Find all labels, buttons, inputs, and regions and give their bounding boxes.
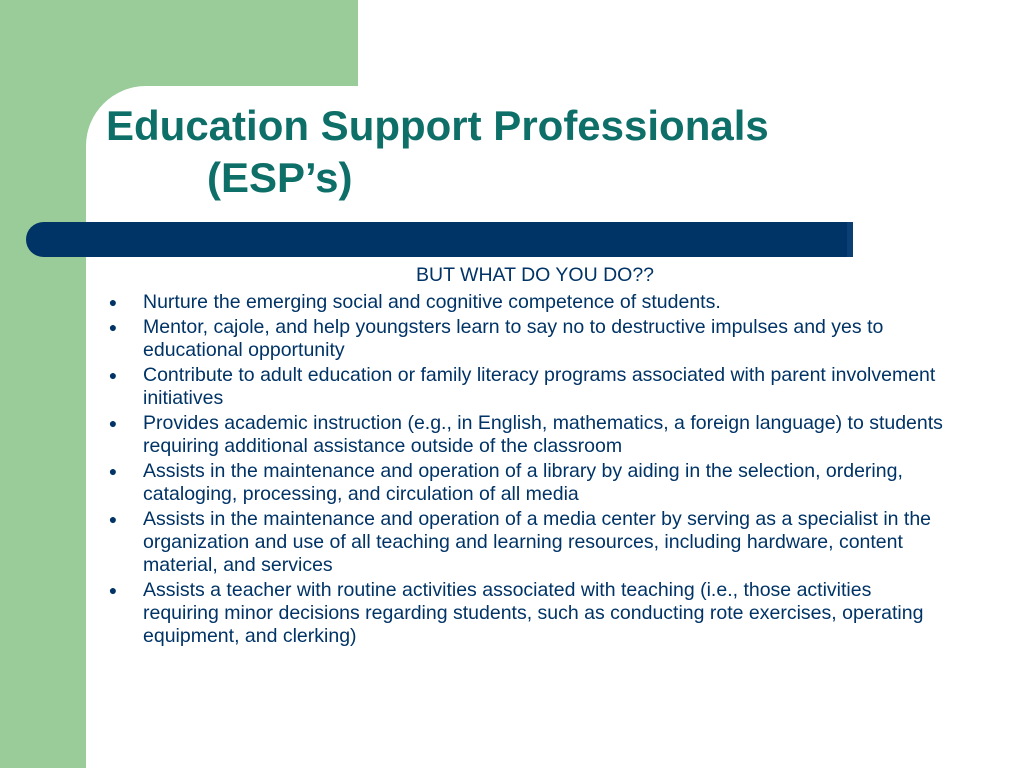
title-line-1: Education Support Professionals: [106, 102, 769, 149]
navy-divider-bar: [26, 222, 853, 257]
bullet-icon: ●: [108, 367, 118, 383]
green-top-band: [86, 0, 358, 86]
bullet-text: Mentor, cajole, and help youngsters learn to say no to destructive impulses and yes to educational opportunity: [143, 316, 884, 361]
green-side-band: [0, 0, 86, 768]
bullet-icon: ●: [108, 511, 118, 527]
bullet-text: Contribute to adult education or family literacy programs associated with parent involvement initiatives: [143, 364, 936, 409]
bullet-icon: ●: [108, 294, 118, 310]
bullet-item: [100, 291, 950, 314]
slide-title: [106, 100, 986, 204]
bullet-item: [100, 316, 950, 362]
bullet-item: [100, 412, 950, 458]
navy-divider-bar-end: [847, 222, 853, 257]
bullet-icon: ●: [108, 463, 118, 479]
bullet-item: [100, 508, 950, 577]
bullet-item: [100, 579, 950, 648]
bullet-icon: ●: [108, 319, 118, 335]
section-heading: BUT WHAT DO YOU DO??: [415, 264, 655, 286]
bullet-text: Assists in the maintenance and operation of a media center by serving as a specialist in the organization and use of all teaching and learning resources, including hardware, content material, and services: [143, 508, 932, 576]
bullet-list: [100, 291, 950, 648]
bullet-item: [100, 364, 950, 410]
bullet-text: Provides academic instruction (e.g., in English, mathematics, a foreign language) to students requiring additional assistance outside of the classroom: [143, 412, 943, 457]
bullet-item: [100, 460, 950, 506]
bullet-icon: ●: [108, 582, 118, 598]
title-line-2: (ESP’s): [207, 154, 353, 201]
slide-content: [100, 264, 950, 650]
bullet-text: Nurture the emerging social and cognitive competence of students.: [143, 291, 721, 313]
bullet-text: Assists a teacher with routine activities associated with teaching (i.e., those activities requiring minor decisions regarding students, such as conducting rote exercises, operating equipment, and clerking): [143, 579, 924, 647]
bullet-icon: ●: [108, 415, 118, 431]
bullet-text: Assists in the maintenance and operation of a library by aiding in the selection, ordering, cataloging, processing, and circulation of all media: [143, 460, 903, 505]
